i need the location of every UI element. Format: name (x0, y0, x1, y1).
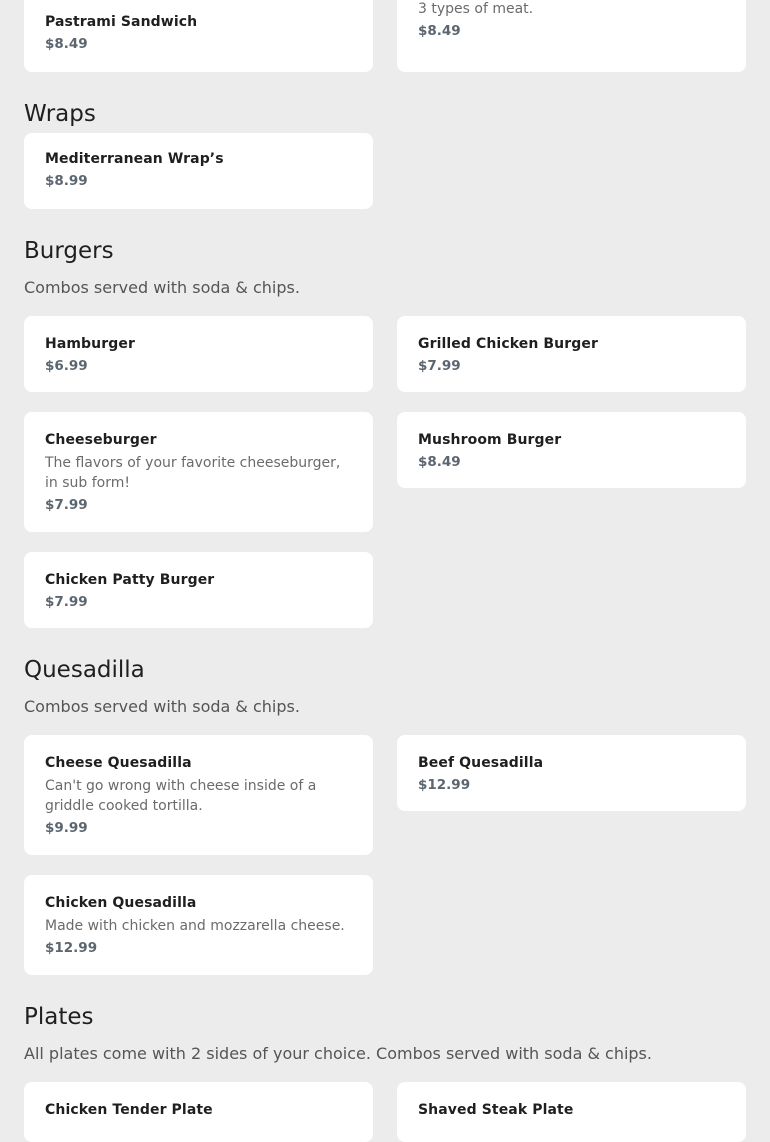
menu-item-card[interactable] (397, 316, 746, 392)
item-name: Hamburger (45, 336, 135, 352)
item-price: $12.99 (418, 777, 471, 793)
item-name: Chicken Patty Burger (45, 572, 215, 588)
item-price: $8.99 (45, 173, 88, 189)
item-name: Shaved Steak Plate (418, 1102, 574, 1118)
item-name: Beef Quesadilla (418, 755, 544, 771)
item-price: $7.99 (45, 594, 88, 610)
item-price: $6.99 (45, 358, 88, 374)
item-price: $9.99 (45, 820, 88, 836)
menu-item-card[interactable] (397, 412, 746, 488)
menu-item-card[interactable] (397, 0, 746, 72)
item-description: 3 types of meat. (418, 1, 534, 17)
section-title-plates: Plates (24, 1004, 94, 1030)
section-subtitle-quesadilla: Combos served with soda & chips. (24, 697, 300, 716)
section-title-burgers: Burgers (24, 238, 114, 264)
item-price: $7.99 (45, 497, 88, 513)
item-description: Can't go wrong with cheese inside of a griddle cooked tortilla. (45, 778, 317, 814)
menu-item-card[interactable] (397, 735, 746, 811)
menu-item-card[interactable] (24, 1082, 373, 1142)
item-description: Made with chicken and mozzarella cheese. (45, 918, 345, 934)
menu-item-card[interactable] (24, 133, 373, 209)
section-title-quesadilla: Quesadilla (24, 657, 145, 683)
item-description: The flavors of your favorite cheeseburger, in sub form! (45, 455, 341, 491)
menu-item-card[interactable] (24, 0, 373, 72)
menu-item-card[interactable] (24, 316, 373, 392)
item-price: $8.49 (418, 454, 461, 470)
item-name: Chicken Tender Plate (45, 1102, 213, 1118)
item-name: Cheese Quesadilla (45, 755, 192, 771)
section-title-wraps: Wraps (24, 101, 96, 127)
item-price: $7.99 (418, 358, 461, 374)
menu-item-card[interactable] (24, 735, 373, 855)
item-price: $8.49 (45, 36, 88, 52)
item-price: $12.99 (45, 940, 98, 956)
menu-item-card[interactable] (24, 412, 373, 532)
menu-item-card[interactable] (397, 1082, 746, 1142)
item-name: Mushroom Burger (418, 432, 562, 448)
item-name: Mediterranean Wrap’s (45, 151, 224, 167)
section-subtitle-burgers: Combos served with soda & chips. (24, 278, 300, 297)
item-name: Grilled Chicken Burger (418, 336, 598, 352)
item-name: Chicken Quesadilla (45, 895, 197, 911)
section-subtitle-plates: All plates come with 2 sides of your choice. Combos served with soda & chips. (24, 1044, 652, 1063)
item-name: Cheeseburger (45, 432, 157, 448)
item-price: $8.49 (418, 23, 461, 39)
menu-item-card[interactable] (24, 875, 373, 975)
item-name: Pastrami Sandwich (45, 14, 198, 30)
menu-item-card[interactable] (24, 552, 373, 628)
